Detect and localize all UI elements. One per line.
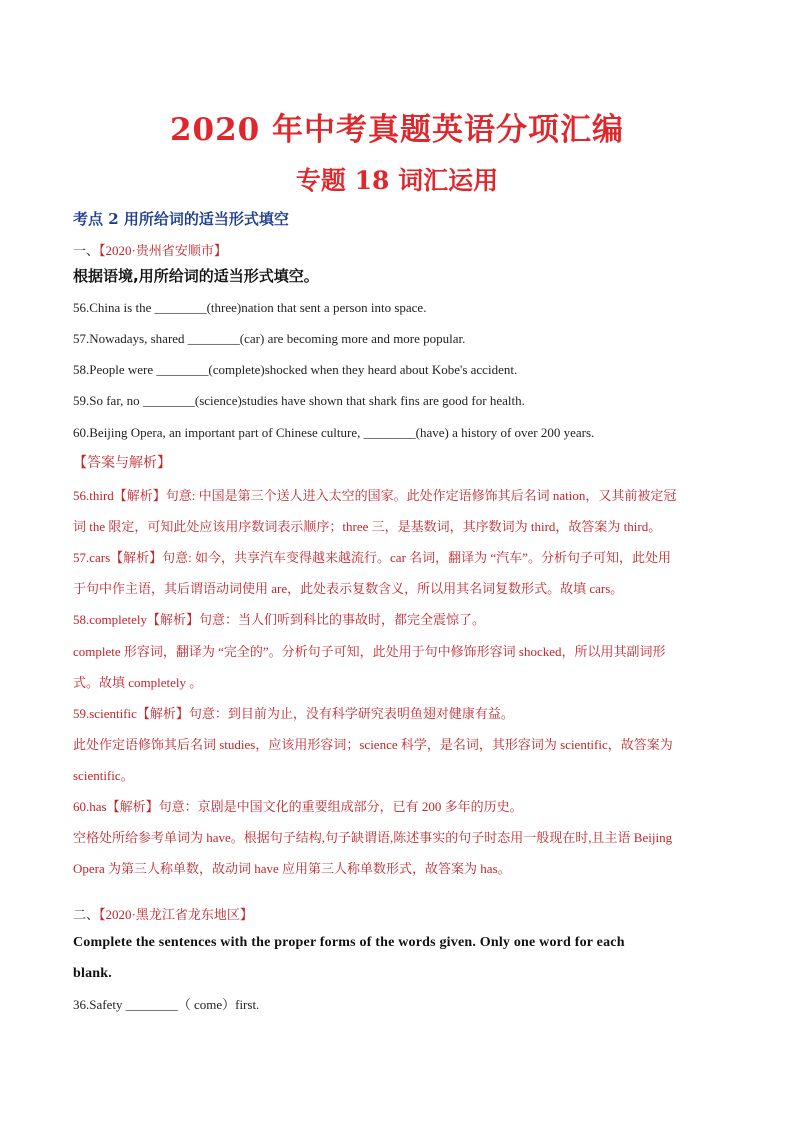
- section-2-prefix: 二、: [73, 907, 100, 922]
- document-title: 2020 年中考真题英语分项汇编: [169, 112, 625, 148]
- answer-line: 59.scientific【解析】句意：到目前为止，没有科学研究表明鱼翅对健康有益。: [73, 706, 514, 721]
- topic-heading: 考点 2 用所给词的适当形式填空: [73, 210, 289, 228]
- answer-line: Opera 为第三人称单数，故动词 have 应用第三人称单数形式，故答案为 has。: [73, 861, 511, 876]
- answer-line: scientific。: [73, 768, 134, 783]
- answer-line: 空格处所给参考单词为 have。根据句子结构,句子缺谓语,陈述事实的句子时态用一般现在时,且主语 Beijing: [73, 830, 673, 845]
- answer-line: 于句中作主语，其后谓语动词使用 are，此处表示复数含义，所以用其名词复数形式。故填 cars。: [73, 581, 624, 596]
- section-2-instruction-cont: blank.: [73, 966, 112, 981]
- answer-line: 词 the 限定，可知此处应该用序数词表示顺序；three 三，是基数词，其序数词为 third，故答案为 third。: [73, 519, 662, 534]
- question-56: 56.China is the ________(three)nation that sent a person into space.: [73, 300, 427, 315]
- question-58: 58.People were ________(complete)shocked when they heard about Kobe's accident.: [73, 362, 518, 377]
- question-57: 57.Nowadays, shared ________(car) are becoming more and more popular.: [73, 331, 466, 346]
- answer-line: 式。故填 completely 。: [73, 675, 203, 690]
- section-1-source-tag: 【2020·贵州省安顺市】: [99, 243, 227, 258]
- answer-line: 此处作定语修饰其后名词 studies，应该用形容词；science 科学，是名词，其形容词为 scientific，故答案为: [73, 737, 673, 752]
- section-2-header: [73, 905, 733, 925]
- section-1-prefix: 一、: [73, 243, 100, 258]
- section-2-instruction: Complete the sentences with the proper forms of the words given. Only one word for each: [73, 935, 625, 950]
- section-1-header: [73, 241, 733, 261]
- answer-line: 58.completely【解析】句意：当人们听到科比的事故时，都完全震惊了。: [73, 612, 486, 627]
- answer-line: 57.cars【解析】句意: 如今，共享汽车变得越来越流行。car 名词，翻译为 “汽车”。分析句子可知，此处用: [73, 550, 671, 565]
- answer-header: 【答案与解析】: [73, 456, 171, 471]
- section-1-instruction: 根据语境,用所给词的适当形式填空。: [73, 267, 319, 285]
- question-36: 36.Safety ________（ come）first.: [73, 997, 260, 1012]
- section-2-source-tag: 【2020·黑龙江省龙东地区】: [99, 907, 253, 922]
- answer-line: 56.third【解析】句意: 中国是第三个送人进入太空的国家。此处作定语修饰其后名词 nation，又其前被定冠: [73, 488, 677, 503]
- document-subtitle: 专题 18 词汇运用: [295, 166, 499, 195]
- question-60: 60.Beijing Opera, an important part of Chinese culture, ________(have) a history of over 200 years.: [73, 425, 595, 440]
- answer-line: 60.has【解析】句意：京剧是中国文化的重要组成部分，已有 200 多年的历史。: [73, 799, 523, 814]
- answer-line: complete 形容词，翻译为 “完全的”。分析句子可知，此处用于句中修饰形容词 shocked，所以用其副词形: [73, 644, 666, 659]
- question-59: 59.So far, no ________(science)studies have shown that shark fins are good for health.: [73, 393, 525, 408]
